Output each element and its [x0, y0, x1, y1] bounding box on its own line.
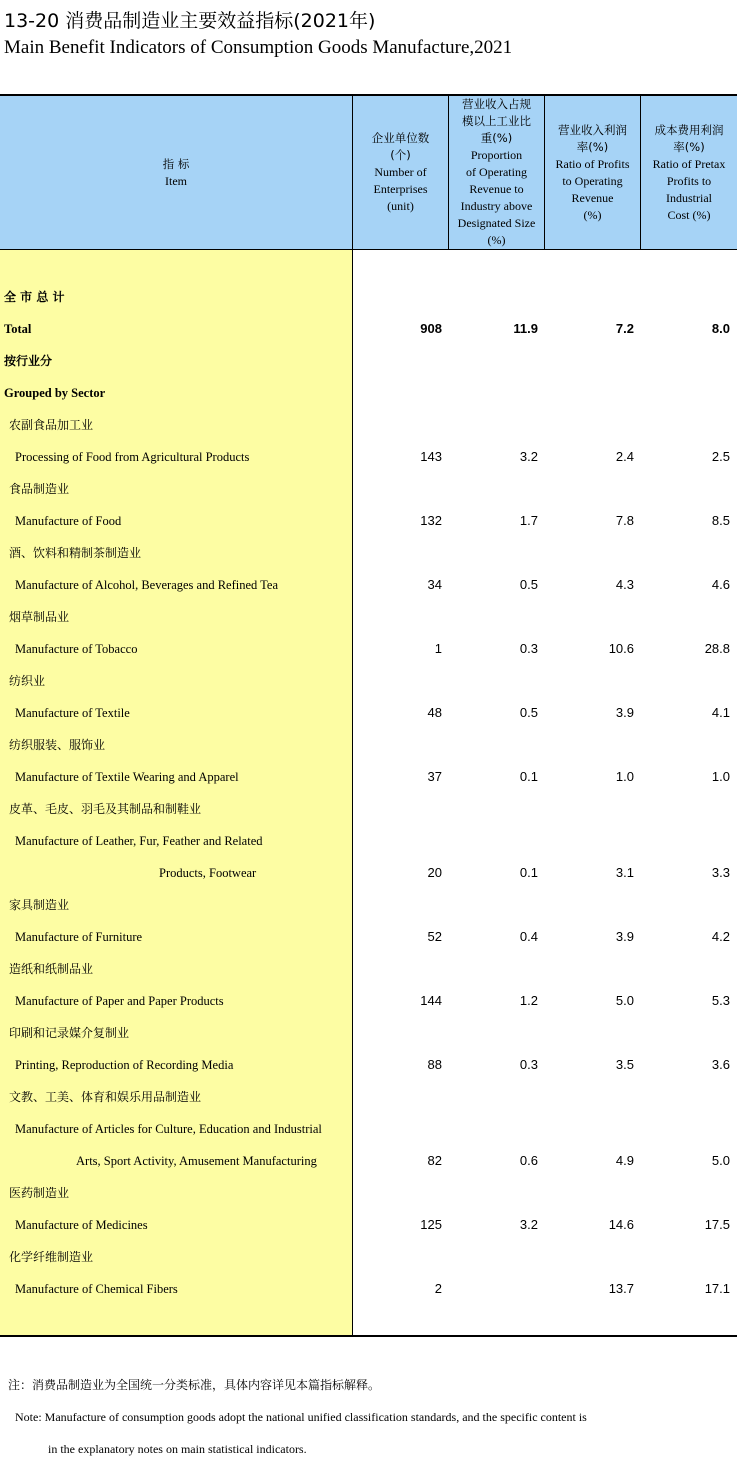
- row-label: 纺织服装、服饰业: [9, 738, 106, 752]
- header-profit-ratio-en-1: Ratio of Profits: [555, 156, 630, 171]
- row-label: Products, Footwear: [159, 866, 257, 880]
- profit-ratio-cell: 4.9: [615, 1153, 634, 1168]
- row-label: 化学纤维制造业: [9, 1250, 94, 1264]
- row-label: Manufacture of Chemical Fibers: [15, 1282, 178, 1296]
- note-cn: 注：消费品制造业为全国统一分类标准，具体内容详见本篇指标解释。: [8, 1378, 381, 1392]
- enterprises-cell: 1: [434, 641, 442, 656]
- table-bottom-rule: [0, 1335, 737, 1337]
- row-label: Manufacture of Paper and Paper Products: [15, 994, 224, 1008]
- table-row: [0, 1209, 737, 1241]
- header-profit-ratio-en-2: to Operating: [562, 173, 623, 188]
- header-profit-ratio-en-4: (%): [583, 207, 602, 222]
- profit-ratio-cell: 13.7: [608, 1281, 634, 1296]
- proportion-cell: 0.5: [519, 705, 538, 720]
- table-row: [0, 281, 737, 313]
- row-label: 食品制造业: [9, 482, 70, 496]
- header-proportion-cn: 营业收入占规模以上工业比重(%): [462, 97, 531, 145]
- row-label: Manufacture of Alcohol, Beverages and Refined Tea: [15, 578, 279, 592]
- enterprises-cell: 908: [420, 321, 442, 336]
- row-label: 印刷和记录媒介复制业: [9, 1026, 130, 1040]
- row-label: 造纸和纸制品业: [9, 962, 94, 976]
- col-divider-3: [544, 96, 545, 249]
- row-label: Manufacture of Leather, Fur, Feather and Related: [15, 834, 263, 848]
- header-item: [0, 96, 352, 249]
- profit-ratio-cell: 14.6: [608, 1217, 634, 1232]
- cost-ratio-cell: 17.1: [704, 1281, 730, 1296]
- table-row: [0, 985, 737, 1017]
- profit-ratio-cell: 3.9: [615, 929, 634, 944]
- profit-ratio-cell: 1.0: [615, 769, 634, 784]
- row-label: Grouped by Sector: [4, 386, 106, 400]
- cost-ratio-cell: 5.0: [711, 1153, 730, 1168]
- table-row: [0, 1113, 737, 1145]
- table-row: [0, 665, 737, 697]
- note-en-line-1: Note: Manufacture of consumption goods adopt the national unified classification standards, and the specific content is: [15, 1410, 587, 1424]
- proportion-cell: 1.7: [519, 513, 538, 528]
- table-row: [0, 1049, 737, 1081]
- table-row: [0, 1145, 737, 1177]
- cost-ratio-cell: 5.3: [711, 993, 730, 1008]
- enterprises-cell: 34: [427, 577, 442, 592]
- row-label: 酒、饮料和精制茶制造业: [9, 546, 142, 560]
- row-label: Manufacture of Tobacco: [15, 642, 138, 656]
- header-proportion-en-5: Designated Size: [457, 216, 536, 230]
- header-bottom-rule: [0, 249, 737, 250]
- row-label: Arts, Sport Activity, Amusement Manufacturing: [76, 1154, 317, 1168]
- proportion-cell: 11.9: [513, 321, 538, 336]
- cost-ratio-cell: 4.1: [711, 705, 730, 720]
- row-label: Manufacture of Textile Wearing and Apparel: [15, 770, 239, 784]
- row-label: 医药制造业: [9, 1186, 70, 1200]
- table-row: [0, 601, 737, 633]
- row-label: 农副食品加工业: [9, 418, 94, 432]
- header-profit-ratio-cn: 营业收入利润率(%): [558, 122, 627, 154]
- profit-ratio-cell: 5.0: [615, 993, 634, 1008]
- header-cost-ratio-en-4: Cost (%): [667, 207, 711, 222]
- table-row: [0, 569, 737, 601]
- table-row: [0, 889, 737, 921]
- proportion-cell: 3.2: [519, 1217, 538, 1232]
- table-row: [0, 729, 737, 761]
- header-enterprises-en-1: Number of: [374, 165, 427, 179]
- enterprises-cell: 144: [420, 993, 442, 1008]
- table-row: [0, 793, 737, 825]
- row-label: 纺织业: [9, 674, 46, 688]
- table-row: [0, 1273, 737, 1305]
- table-row: [0, 345, 737, 377]
- header-proportion-en-3: Revenue to: [469, 182, 524, 196]
- enterprises-cell: 132: [420, 513, 442, 528]
- profit-ratio-cell: 3.5: [615, 1057, 634, 1072]
- proportion-cell: [442, 1273, 538, 1305]
- table-row: [0, 505, 737, 537]
- table-row: [0, 697, 737, 729]
- enterprises-cell: 143: [420, 449, 442, 464]
- page-title-en: Main Benefit Indicators of Consumption Goods Manufacture,2021: [4, 37, 513, 58]
- table-header: [0, 96, 737, 249]
- proportion-cell: 0.4: [519, 929, 538, 944]
- header-cost-ratio-en-2: Profits to: [666, 173, 712, 188]
- row-label: 文教、工美、体育和娱乐用品制造业: [9, 1090, 202, 1104]
- header-enterprises-en-2: Enterprises: [373, 182, 428, 196]
- row-label: Manufacture of Medicines: [15, 1218, 148, 1232]
- row-label: 皮革、毛皮、羽毛及其制品和制鞋业: [9, 802, 202, 816]
- row-label: Manufacture of Furniture: [15, 930, 143, 944]
- table-row: [0, 313, 737, 345]
- header-cost-ratio-cn: 成本费用利润率(%): [654, 122, 724, 154]
- cost-ratio-cell: 2.5: [711, 449, 730, 464]
- enterprises-cell: 48: [427, 705, 442, 720]
- table-row: [0, 473, 737, 505]
- table-row: [0, 409, 737, 441]
- table-row: [0, 441, 737, 473]
- cost-ratio-cell: 1.0: [711, 769, 730, 784]
- cost-ratio-cell: 8.0: [711, 321, 730, 336]
- table-row: [0, 1241, 737, 1273]
- profit-ratio-cell: 4.3: [615, 577, 634, 592]
- enterprises-cell: 20: [427, 865, 442, 880]
- profit-ratio-cell: 3.9: [615, 705, 634, 720]
- page-title-cn: 13-20 消费品制造业主要效益指标(2021年): [4, 10, 376, 32]
- row-label: 家具制造业: [9, 898, 70, 912]
- col-divider-2: [448, 96, 449, 249]
- table-row: [0, 953, 737, 985]
- table-row: [0, 537, 737, 569]
- enterprises-cell: 125: [420, 1217, 442, 1232]
- header-cost-ratio-en-3: Industrial: [666, 190, 712, 205]
- proportion-cell: 0.1: [519, 865, 538, 880]
- proportion-cell: 0.6: [519, 1153, 538, 1168]
- enterprises-cell: 2: [434, 1281, 442, 1296]
- cost-ratio-cell: 17.5: [704, 1217, 730, 1232]
- row-label: 全 市 总 计: [4, 290, 65, 304]
- header-proportion-en-6: (%): [487, 233, 506, 247]
- table-row: [0, 857, 737, 889]
- header-cost-ratio-en-1: Ratio of Pretax: [652, 156, 726, 171]
- cost-ratio-cell: 28.8: [704, 641, 730, 656]
- enterprises-cell: 37: [427, 769, 442, 784]
- cost-ratio-cell: 4.2: [711, 929, 730, 944]
- header-enterprises-en-3: (unit): [387, 199, 414, 213]
- cost-ratio-cell: 3.3: [711, 865, 730, 880]
- enterprises-cell: 82: [427, 1153, 442, 1168]
- table-row: [0, 1017, 737, 1049]
- header-proportion-en-2: of Operating: [466, 165, 527, 179]
- cost-ratio-cell: 4.6: [711, 577, 730, 592]
- row-label: Total: [4, 322, 32, 336]
- row-label: Processing of Food from Agricultural Products: [15, 450, 250, 464]
- proportion-cell: 0.5: [519, 577, 538, 592]
- table-row: [0, 1177, 737, 1209]
- table-row: [0, 761, 737, 793]
- row-label: 烟草制品业: [9, 610, 70, 624]
- col-divider-4: [640, 96, 641, 249]
- note-en-line-2: in the explanatory notes on main statistical indicators.: [48, 1442, 307, 1456]
- table-row: [0, 825, 737, 857]
- header-item-cn: 指 标: [162, 156, 190, 171]
- row-label: Printing, Reproduction of Recording Media: [15, 1058, 234, 1072]
- table-row: [0, 377, 737, 409]
- enterprises-cell: 88: [427, 1057, 442, 1072]
- cost-ratio-cell: 3.6: [711, 1057, 730, 1072]
- table-row: [0, 633, 737, 665]
- cost-ratio-cell: 8.5: [711, 513, 730, 528]
- header-proportion-en-1: Proportion: [470, 148, 523, 162]
- table-row: [0, 1081, 737, 1113]
- profit-ratio-cell: 2.4: [615, 449, 634, 464]
- proportion-cell: 1.2: [519, 993, 538, 1008]
- header-profit-ratio: [545, 96, 640, 249]
- header-enterprises-cn: 企业单位数(个): [371, 131, 430, 162]
- profit-ratio-cell: 7.8: [615, 513, 634, 528]
- profit-ratio-cell: 3.1: [615, 865, 634, 880]
- header-proportion-en-4: Industry above: [460, 199, 533, 213]
- row-label: 按行业分: [4, 354, 53, 368]
- header-profit-ratio-en-3: Revenue: [571, 190, 614, 205]
- profit-ratio-cell: 10.6: [608, 641, 634, 656]
- profit-ratio-cell: 7.2: [615, 321, 634, 336]
- proportion-cell: 3.2: [519, 449, 538, 464]
- proportion-cell: 0.3: [519, 1057, 538, 1072]
- header-cost-ratio: [641, 96, 737, 249]
- row-label: Manufacture of Textile: [15, 706, 130, 720]
- row-label: Manufacture of Food: [15, 514, 122, 528]
- enterprises-cell: 52: [427, 929, 442, 944]
- header-item-en: Item: [165, 173, 187, 188]
- table-row: [0, 921, 737, 953]
- header-enterprises: [353, 96, 448, 249]
- row-label: Manufacture of Articles for Culture, Education and Industrial: [15, 1122, 322, 1136]
- header-proportion: [449, 96, 544, 249]
- proportion-cell: 0.1: [519, 769, 538, 784]
- proportion-cell: 0.3: [519, 641, 538, 656]
